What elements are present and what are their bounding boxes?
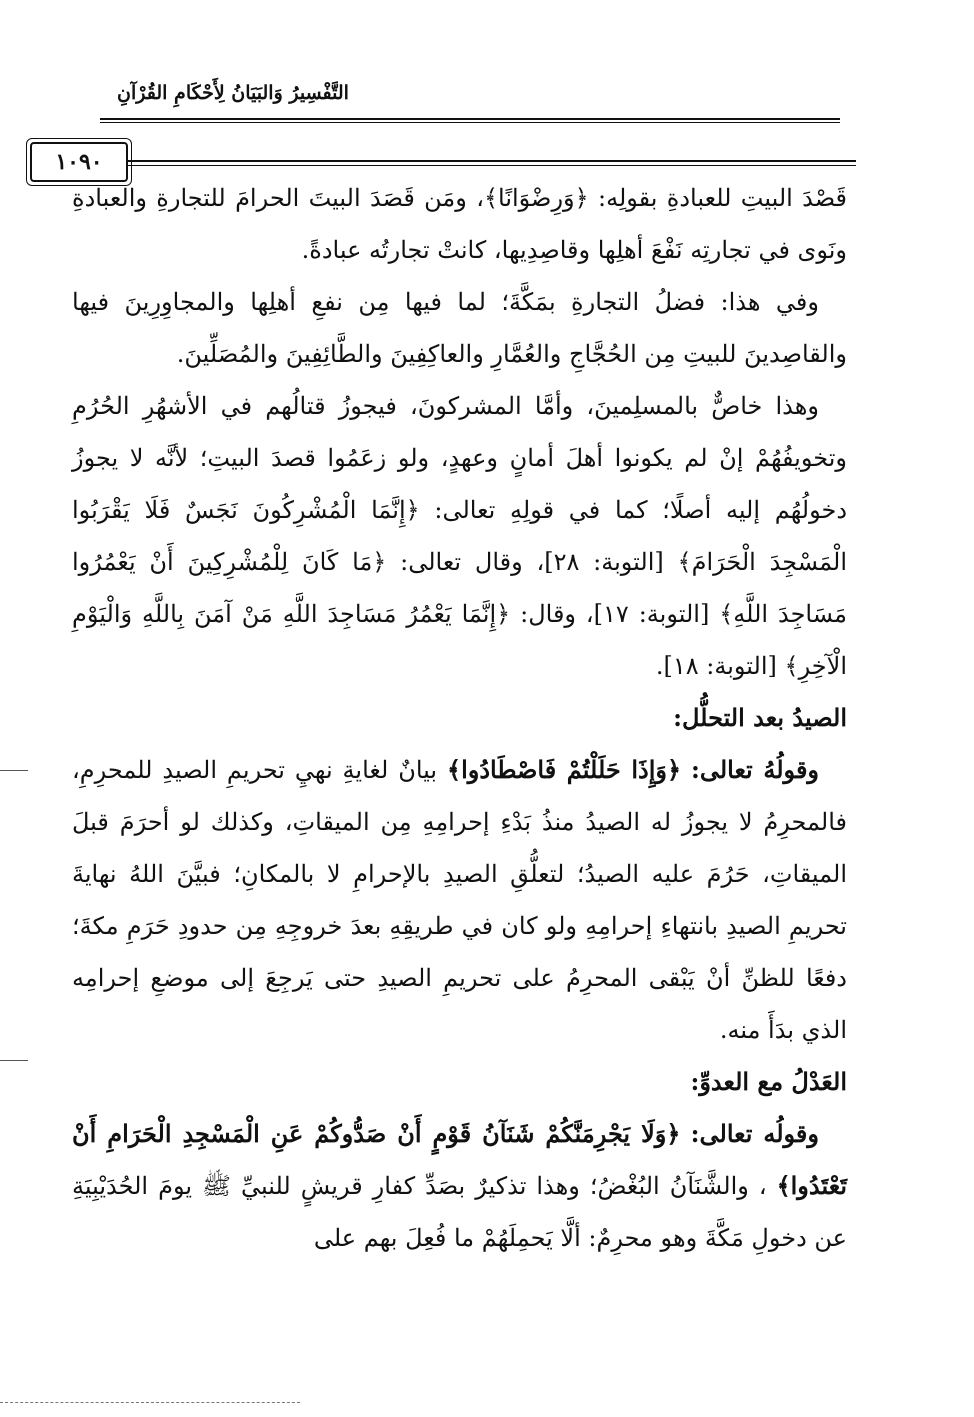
justice-intro: وقولُه تعالى:	[690, 1119, 819, 1148]
header-rule-thin	[100, 122, 840, 123]
hunting-text: بيانٌ لغايةِ نهيِ تحريمِ الصيدِ للمحرِمِ، فالمحرِمُ لا يجوزُ له الصيدُ منذُ بَدْءِ إحرامِهِ مِن الميقاتِ، وكذلك لو أحرَمَ قبلَ الميقاتِ، حَرُمَ عليه الصيدُ؛ لتعلُّقِ الصيدِ بالإحرامِ لا بالمكانِ؛ فبيَّنَ اللهُ نهايةَ تحريمِ الصيدِ بانتهاءِ إحرامِهِ ولو كان في طريقِهِ بعدَ خروجِهِ مِن حدودِ حَرَمِ مكةَ؛ دفعًا للظنِّ أنْ يَبْقى المحرِمُ على تحريمِ الصيدِ حتى يَرجِعَ إلى موضعِ إحرامِه الذي بدَأَ منه.	[72, 756, 847, 1044]
hunting-intro: وقولُهُ تعالى:	[690, 755, 820, 784]
page-number-rule	[126, 160, 856, 162]
paragraph-3: وهذا خاصٌّ بالمسلِمينَ، وأمَّا المشركونَ، فيجوزُ قتالُهم في الأشهُرِ الحُرُمِ وتخويفُهُمْ إنْ لم يكونوا أهلَ أمانٍ وعهدٍ، ولو زعَمُوا قصدَ البيتِ؛ لأنَّه لا يجوزُ دخولُهُم إليه أصلًا؛ كما في قولِهِ تعالى: ﴿إِنَّمَا الْمُشْرِكُونَ نَجَسٌ فَلَا يَقْرَبُوا الْمَسْجِدَ الْحَرَامَ﴾ [التوبة: ٢٨]، وقال تعالى: ﴿مَا كَانَ لِلْمُشْرِكِينَ أَنْ يَعْمُرُوا مَسَاجِدَ اللَّهِ﴾ [التوبة: ١٧]، وقال: ﴿إِنَّمَا يَعْمُرُ مَسَاجِدَ اللَّهِ مَنْ آمَنَ بِاللَّهِ وَالْيَوْمِ الْآخِرِ﴾ [التوبة: ١٨].	[72, 392, 847, 680]
justice-text: ، والشَّنَآنُ البُغْضُ؛ وهذا تذكيرٌ بصَدِّ كفارِ قريشٍ للنبيِّ ﷺ يومَ الحُدَيْبِيَةِ عن دخولِ مَكَّةَ وهو محرِمٌ: ألَّا يَحمِلَهُمْ ما فُعِلَ بهم على	[72, 1172, 847, 1252]
running-title: التَّفْسِيرُ وَالبَيَانُ لِأَحْكَامِ القُرْآنِ	[117, 82, 349, 104]
header-rule	[100, 118, 840, 120]
section-heading-hunting: الصيدُ بعد التحلُّل:	[673, 703, 847, 732]
scan-margin-mark	[0, 770, 28, 771]
body-text	[72, 172, 847, 1264]
paragraph-1: قَصْدَ البيتِ للعبادةِ بقولِه: ﴿وَرِضْوَانًا﴾، ومَن قَصَدَ البيتَ الحرامَ للتجارةِ والعبادةِ ونَوى في تجارتِه نَفْعَ أهلِها وقاصِدِيها، كانتْ تجارتُه عبادةً.	[72, 184, 847, 264]
scan-edge-dashes	[0, 1402, 300, 1403]
page-number: ١٠٩٠	[55, 149, 103, 175]
paragraph-justice	[72, 1108, 847, 1264]
paragraph-hunting	[72, 744, 847, 1056]
scan-margin-mark	[0, 1060, 28, 1061]
page-number-rule-thin	[126, 165, 856, 166]
hunting-verse: ﴿وَإِذَا حَلَلْتُمْ فَاصْطَادُوا﴾	[447, 755, 682, 784]
section-heading-justice: العَدْلُ مع العدوِّ:	[690, 1067, 847, 1096]
paragraph-2: وفي هذا: فضلُ التجارةِ بمَكَّةَ؛ لما فيها مِن نفعِ أهلِها والمجاوِرِينَ فيها والقاصِدينَ للبيتِ مِن الحُجَّاجِ والعُمَّارِ والعاكِفِينَ والطَّائِفِينَ والمُصَلِّينَ.	[72, 288, 847, 368]
justice-verse: ﴿وَلَا يَجْرِمَنَّكُمْ شَنَآنُ قَوْمٍ أَنْ صَدُّوكُمْ عَنِ الْمَسْجِدِ الْحَرَامِ أَنْ تَعْتَدُوا﴾	[72, 1119, 847, 1200]
